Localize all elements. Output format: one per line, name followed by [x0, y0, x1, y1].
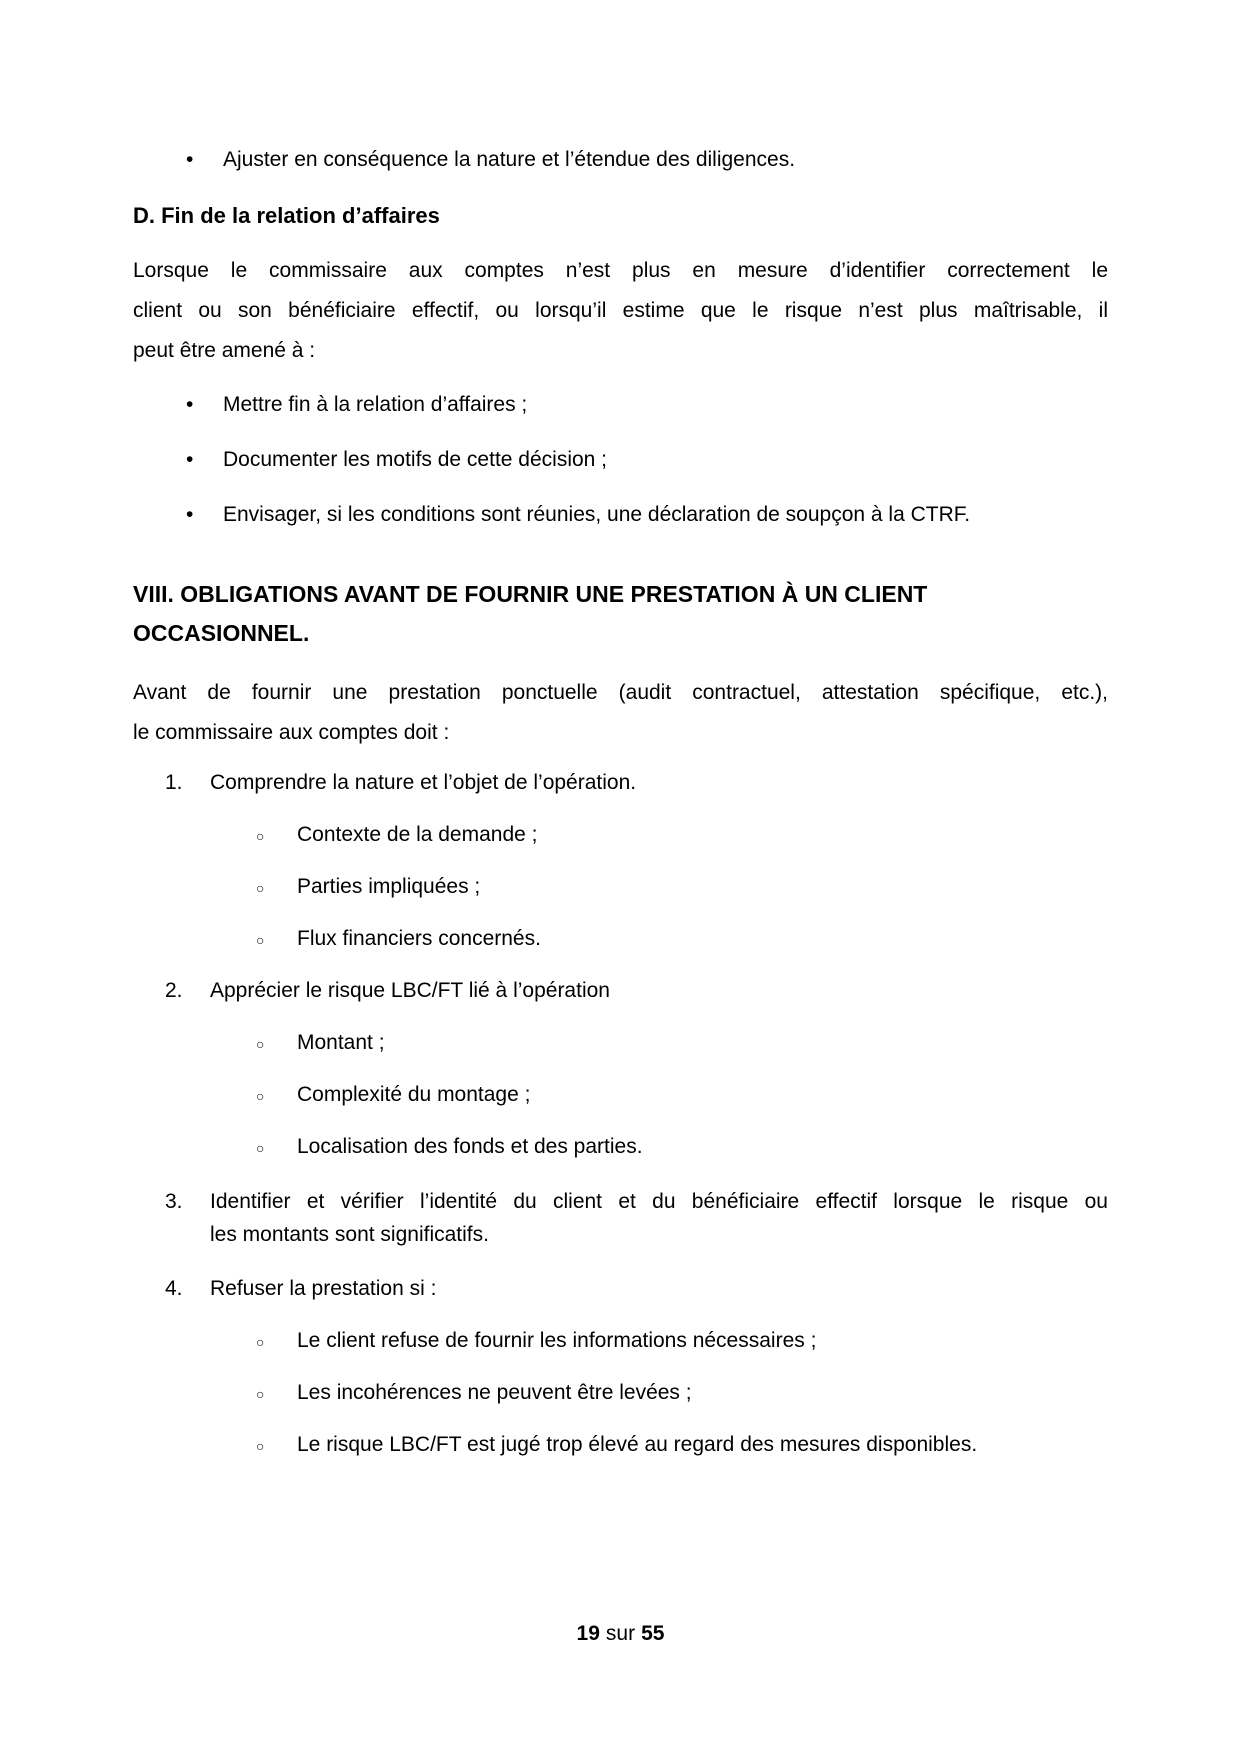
item-text: Comprendre la nature et l’objet de l’opération.: [210, 771, 637, 794]
item-number: 4.: [165, 1277, 183, 1300]
bullet-item: [133, 501, 1108, 529]
section-viii-intro: [133, 673, 1108, 753]
item-number: 2.: [165, 979, 183, 1002]
bullet-dot-icon: [186, 146, 193, 174]
bullet-text: Mettre fin à la relation d’affaires ;: [223, 393, 528, 416]
item-text: Apprécier le risque LBC/FT lié à l’opération: [210, 979, 610, 1002]
item-number: 3.: [165, 1190, 183, 1213]
sub-bullet-item: [133, 925, 1108, 953]
sub-bullet-item: [133, 1431, 1108, 1459]
bullet-dot-icon: [186, 391, 193, 419]
paragraph-line: Lorsque le commissaire aux comptes n’est plus en mesure d’identifier correctement le: [133, 259, 1108, 282]
circle-bullet-icon: [256, 1133, 264, 1162]
section-viii-heading: [133, 575, 1108, 653]
bullet-item: [133, 391, 1108, 419]
paragraph-line: peut être amené à :: [133, 339, 316, 362]
circle-bullet-icon: [256, 1379, 264, 1408]
bullet-text: Envisager, si les conditions sont réunies, une déclaration de soupçon à la CTRF.: [223, 503, 971, 526]
circle-bullet-icon: [256, 821, 264, 850]
paragraph-line: le commissaire aux comptes doit :: [133, 721, 450, 744]
paragraph-line: Avant de fournir une prestation ponctuelle (audit contractuel, attestation spécifique, etc.),: [133, 681, 1108, 704]
numbered-item: [133, 1185, 1108, 1251]
bullet-item: [133, 146, 1108, 174]
circle-bullet-icon: [256, 873, 264, 902]
sub-bullet-item: [133, 1081, 1108, 1109]
page-number-separator: sur: [605, 1622, 636, 1645]
bullet-text: Ajuster en conséquence la nature et l’étendue des diligences.: [223, 148, 796, 171]
circle-bullet-icon: [256, 1029, 264, 1058]
bullet-dot-icon: [186, 446, 193, 474]
sub-bullet-text: Localisation des fonds et des parties.: [297, 1135, 643, 1158]
section-d-paragraph: [133, 251, 1108, 371]
item-text: Refuser la prestation si :: [210, 1277, 437, 1300]
paragraph-line: client ou son bénéficiaire effectif, ou lorsqu’il estime que le risque n’est plus maîtrisable, il: [133, 299, 1108, 322]
sub-bullet-text: Flux financiers concernés.: [297, 927, 541, 950]
sub-bullet-item: [133, 1133, 1108, 1161]
bullet-item: [133, 446, 1108, 474]
page-footer: [0, 1620, 1241, 1648]
circle-bullet-icon: [256, 1081, 264, 1110]
sub-bullet-text: Le client refuse de fournir les informations nécessaires ;: [297, 1329, 817, 1352]
sub-bullet-text: Parties impliquées ;: [297, 875, 481, 898]
sub-bullet-item: [133, 821, 1108, 849]
numbered-item: [133, 977, 1108, 1005]
section-d-heading: D. Fin de la relation d’affaires: [133, 203, 440, 228]
circle-bullet-icon: [256, 925, 264, 954]
item-number: 1.: [165, 771, 183, 794]
bullet-text: Documenter les motifs de cette décision ;: [223, 448, 608, 471]
numbered-item: [133, 1275, 1108, 1303]
sub-bullet-item: [133, 873, 1108, 901]
bullet-dot-icon: [186, 501, 193, 529]
sub-bullet-text: Le risque LBC/FT est jugé trop élevé au regard des mesures disponibles.: [297, 1433, 978, 1456]
page-total: 55: [641, 1622, 665, 1645]
circle-bullet-icon: [256, 1327, 264, 1356]
circle-bullet-icon: [256, 1431, 264, 1460]
sub-bullet-text: Complexité du montage ;: [297, 1083, 531, 1106]
item-text-line: les montants sont significatifs.: [210, 1223, 489, 1246]
item-text-line: Identifier et vérifier l’identité du client et du bénéficiaire effectif lorsque le risque ou: [210, 1190, 1108, 1213]
heading-line: VIII. OBLIGATIONS AVANT DE FOURNIR UNE PRESTATION À UN CLIENT: [133, 581, 928, 607]
page-number: 19: [576, 1622, 600, 1645]
sub-bullet-item: [133, 1379, 1108, 1407]
sub-bullet-text: Montant ;: [297, 1031, 385, 1054]
sub-bullet-item: [133, 1029, 1108, 1057]
sub-bullet-text: Contexte de la demande ;: [297, 823, 538, 846]
numbered-item: [133, 769, 1108, 797]
sub-bullet-text: Les incohérences ne peuvent être levées ;: [297, 1381, 692, 1404]
sub-bullet-item: [133, 1327, 1108, 1355]
heading-line: OCCASIONNEL.: [133, 620, 310, 646]
